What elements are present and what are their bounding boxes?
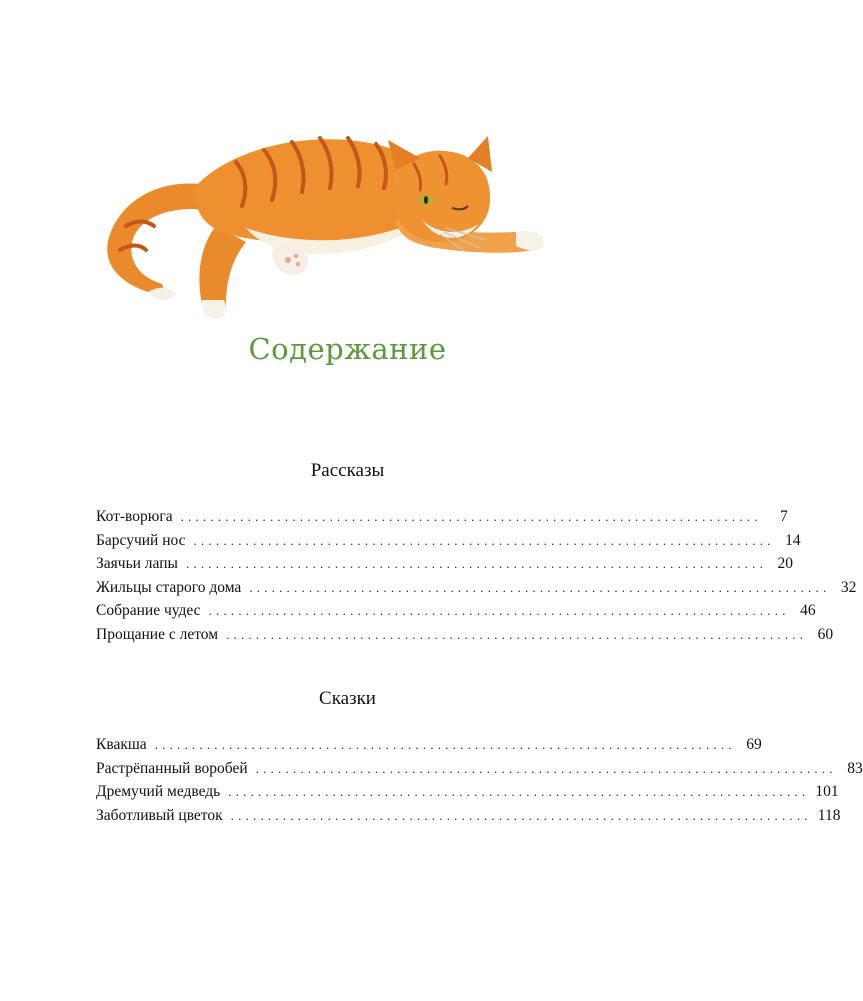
toc-entry[interactable] — [96, 806, 841, 831]
toc-entry[interactable] — [96, 531, 801, 556]
leader-dots: .............................................................................. — [249, 579, 831, 595]
toc-entry-title: Дремучий медведь — [96, 783, 221, 801]
toc-entry[interactable] — [96, 736, 762, 760]
toc-entry[interactable] — [96, 508, 788, 532]
toc-entry-page: 60 — [817, 625, 834, 643]
sleeping-cat-illustration — [96, 116, 556, 332]
toc-entry-title: Квакша — [96, 736, 147, 753]
toc-entry-page: 7 — [779, 508, 788, 525]
leader-dots: .............................................................................. — [228, 784, 810, 800]
section-heading-fairy-tales: Сказки — [319, 688, 376, 709]
toc-entry-title: Заячьи лапы — [96, 555, 178, 573]
toc-entry[interactable] — [96, 578, 857, 603]
toc-entry-page: 83 — [847, 759, 863, 777]
toc-entry[interactable] — [96, 602, 816, 626]
toc-entry-page: 118 — [817, 806, 841, 824]
leader-dots: .............................................................................. — [185, 556, 768, 572]
toc-entry-page: 32 — [840, 578, 857, 596]
leader-dots: .............................................................................. — [255, 760, 837, 776]
leader-dots: .............................................................................. — [208, 603, 790, 619]
leader-dots: .............................................................................. — [154, 737, 736, 752]
toc-entry-page: 20 — [777, 555, 794, 573]
toc-entry-title: Растрёпанный воробей — [96, 759, 248, 777]
toc-entry[interactable] — [96, 759, 863, 784]
toc-entry-title: Заботливый цветок — [96, 806, 223, 824]
toc-list-fairy-tales — [96, 736, 863, 830]
toc-entry-title: Собрание чудес — [96, 602, 201, 620]
toc-entry-page: 46 — [800, 602, 816, 620]
leader-dots: .............................................................................. — [226, 626, 808, 642]
toc-entry-title: Кот-ворюга — [96, 508, 173, 525]
page-title: Содержание — [248, 332, 447, 366]
leader-dots: .............................................................................. — [193, 532, 775, 548]
toc-entry[interactable] — [96, 625, 834, 650]
toc-list-stories — [96, 508, 857, 650]
toc-entry[interactable] — [96, 555, 794, 579]
toc-entry-title: Барсучий нос — [96, 531, 186, 549]
section-heading-stories: Рассказы — [310, 460, 385, 481]
leader-dots: .............................................................................. — [180, 509, 762, 524]
toc-entry-page: 101 — [815, 783, 839, 801]
toc-entry-page: 14 — [785, 531, 801, 549]
toc-entry[interactable] — [96, 783, 839, 807]
toc-entry-title: Жильцы старого дома — [96, 578, 242, 596]
leader-dots: .............................................................................. — [230, 807, 812, 823]
toc-entry-page: 69 — [746, 736, 762, 753]
toc-entry-title: Прощание с летом — [96, 625, 219, 643]
